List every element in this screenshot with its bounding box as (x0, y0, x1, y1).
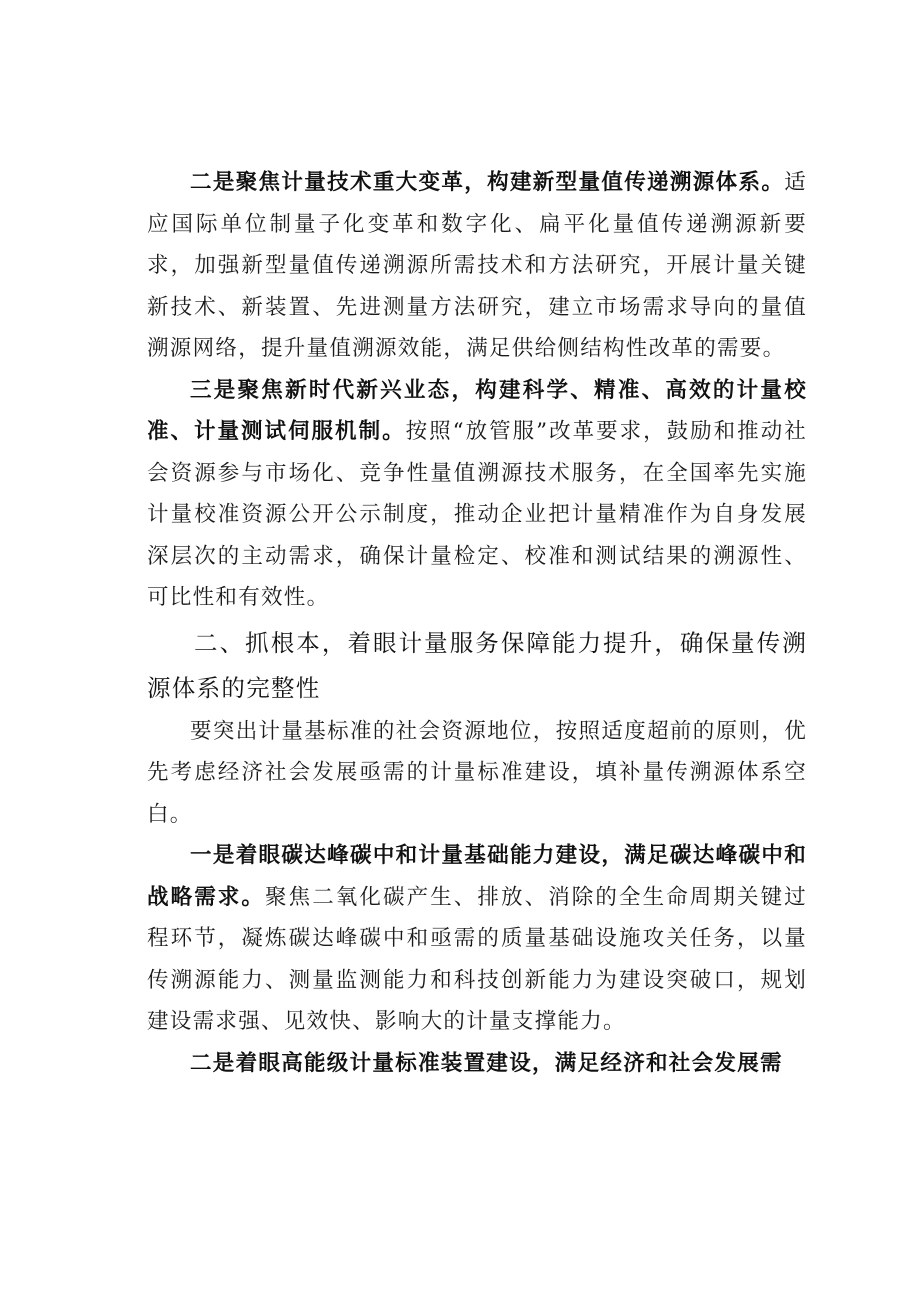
paragraph-lead: 一是着眼碳达峰碳中和计量基础能力建设，满足碳达峰碳中和战略需求。 (147, 843, 807, 910)
paragraph-lead: 二是着眼高能级计量标准装置建设，满足经济和社会发展需 (190, 1050, 783, 1076)
paragraph-new-business-forms (147, 370, 807, 619)
paragraph-high-level-standards (147, 1043, 807, 1085)
paragraph-body: 聚焦二氧化碳产生、排放、消除的全生命周期关键过程环节，凝炼碳达峰碳中和亟需的质量基础设施攻关任务，以量传溯源能力、测量监测能力和科技创新能力为建设突破口，规划建设需求强、见效快、影响大的计量支撑能力。 (147, 884, 807, 1034)
paragraph-carbon-neutrality (147, 835, 807, 1043)
paragraph-body: 按照“放管服”改革要求，鼓励和推动社会资源参与市场化、竞争性量值溯源技术服务，在全国率先实施计量校准资源公开公示制度，推动企业把计量精准作为自身发展深层次的主动需求，确保计量检定、校准和测试结果的溯源性、可比性和有效性。 (147, 419, 807, 610)
paragraph-standards-priority (147, 711, 807, 836)
paragraph-lead: 三是聚焦新时代新兴业态，构建科学、精准、高效的计量校准、计量测试伺服机制。 (147, 377, 807, 444)
section-heading (147, 621, 807, 711)
paragraph-measurement-tech-reform (147, 162, 807, 370)
section-heading-text: 二、抓根本，着眼计量服务保障能力提升，确保量传溯源体系的完整性 (147, 628, 807, 702)
paragraph-body: 要突出计量基标准的社会资源地位，按照适度超前的原则，优先考虑经济社会发展亟需的计量标准建设，填补量传溯源体系空白。 (147, 718, 807, 827)
document-body (147, 162, 807, 1084)
paragraph-lead: 二是聚焦计量技术重大变革，构建新型量值传递溯源体系。 (190, 170, 785, 195)
paragraph-body: 适应国际单位制量子化变革和数字化、扁平化量值传递溯源新要求，加强新型量值传递溯源所需技术和方法研究，开展计量关键新技术、新装置、先进测量方法研究，建立市场需求导向的量值溯源网络，提升量值溯源效能，满足供给侧结构性改革的需要。 (147, 170, 807, 361)
